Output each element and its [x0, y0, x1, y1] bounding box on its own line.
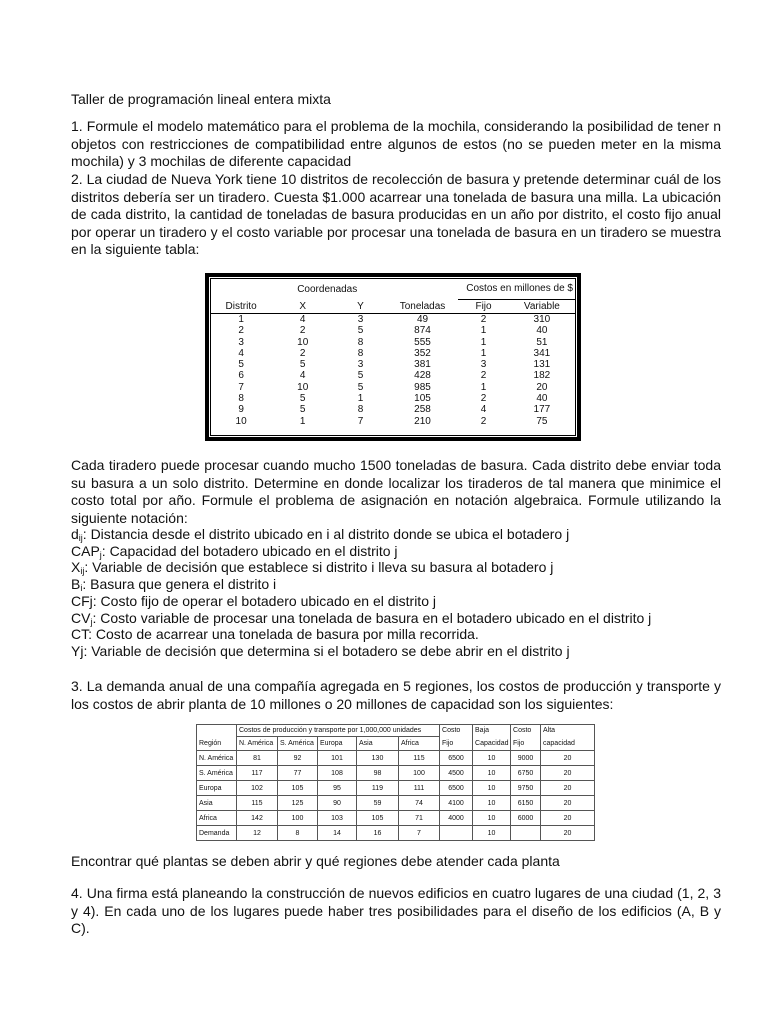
header-y: Y	[334, 300, 387, 314]
cell-baja-capacidad: 10	[473, 781, 511, 796]
cell-asia: 105	[357, 811, 399, 826]
cell-costo-fijo-1	[440, 826, 473, 841]
cell-distrito: 10	[235, 415, 247, 427]
cell-distrito: 5	[238, 359, 244, 371]
document-title: Taller de programación lineal entera mixta	[71, 91, 331, 107]
cell-europa: 95	[318, 781, 357, 796]
notation-symbol: B	[71, 576, 81, 593]
cell-variable: 51	[536, 336, 548, 348]
table-row	[197, 751, 595, 766]
cell-region: Europa	[197, 781, 237, 796]
table-row	[211, 337, 575, 348]
cell-toneladas: 381	[414, 359, 431, 371]
table-row	[211, 416, 575, 427]
header-variable: Variable	[509, 300, 575, 314]
cell-y: 1	[357, 393, 364, 405]
exercise-3-paragraph: 3. La demanda anual de una compañía agregada en 5 regiones, los costos de producción y transporte y los costos de abrir planta de 10 millones o 20 millones de capacidad son los siguientes:	[71, 678, 721, 712]
table-row	[197, 826, 595, 841]
cell-y: 5	[357, 325, 364, 337]
table-row	[197, 766, 595, 781]
table-row	[211, 359, 575, 370]
cell-region: N. América	[197, 751, 237, 766]
cell-alta-capacidad: 20	[541, 751, 595, 766]
table-row	[211, 348, 575, 359]
cell-distrito: 6	[238, 370, 244, 382]
table-row	[211, 370, 575, 381]
cell-variable: 177	[533, 404, 551, 416]
alta-capacidad-header: Alta	[541, 725, 595, 737]
cell-distrito: 1	[238, 314, 244, 325]
cell-asia: 98	[357, 766, 399, 781]
cell-africa: 100	[399, 766, 440, 781]
cell-europa: 14	[318, 826, 357, 841]
cell-baja-capacidad: 10	[473, 796, 511, 811]
cell-toneladas: 105	[414, 393, 431, 405]
cell-costo-fijo-1: 6500	[440, 781, 473, 796]
table-row	[211, 382, 575, 393]
cell-n-america: 117	[237, 766, 278, 781]
header-asia: Asia	[357, 737, 399, 751]
cell-asia: 130	[357, 751, 399, 766]
cell-s-america: 92	[278, 751, 318, 766]
cell-fijo: 4	[480, 404, 487, 416]
cell-fijo: 2	[480, 370, 487, 382]
notation-subscript: i	[80, 583, 83, 594]
notation-item	[71, 559, 651, 576]
cell-s-america: 125	[278, 796, 318, 811]
header-x: X	[271, 300, 334, 314]
notation-item	[71, 593, 651, 610]
cell-fijo: 2	[480, 393, 487, 405]
cell-asia: 119	[357, 781, 399, 796]
cell-x: 2	[299, 347, 306, 359]
cell-alta-capacidad: 20	[541, 766, 595, 781]
cell-europa: 103	[318, 811, 357, 826]
cell-toneladas: 985	[414, 381, 431, 393]
table-row	[197, 781, 595, 796]
cell-variable: 131	[533, 359, 551, 371]
notation-symbol: CV	[71, 609, 91, 626]
cell-baja-capacidad: 10	[473, 766, 511, 781]
cell-costo-fijo-1: 4100	[440, 796, 473, 811]
notation-item	[71, 526, 651, 543]
notation-item	[71, 626, 651, 643]
notation-item	[71, 543, 651, 560]
cell-costo-fijo-2: 6000	[511, 811, 541, 826]
cell-distrito: 4	[238, 347, 244, 359]
costo-fijo-1-header: Costo	[440, 725, 473, 737]
cell-asia: 59	[357, 796, 399, 811]
notation-subscript: j	[90, 616, 93, 627]
cell-x: 10	[297, 336, 309, 348]
cell-x: 5	[299, 393, 306, 405]
notation-description: : Variable de decisión que determina si el botadero se debe abrir en el distrito j	[83, 642, 570, 659]
cell-toneladas: 258	[414, 404, 431, 416]
header-s-america: S. América	[278, 737, 318, 751]
table-row	[211, 314, 575, 326]
districts-table	[205, 273, 581, 441]
notation-item	[71, 643, 651, 660]
cell-toneladas: 49	[416, 314, 429, 325]
cell-x: 5	[299, 359, 306, 371]
cell-europa: 101	[318, 751, 357, 766]
cell-region: Asia	[197, 796, 237, 811]
cell-y: 7	[357, 415, 364, 427]
cell-x: 10	[297, 381, 309, 393]
cell-variable: 75	[536, 415, 548, 427]
cell-toneladas: 210	[414, 415, 431, 427]
cell-n-america: 81	[237, 751, 278, 766]
cell-s-america: 100	[278, 811, 318, 826]
table-row	[197, 796, 595, 811]
notation-symbol: Yj	[71, 642, 84, 659]
cell-costo-fijo-1: 4500	[440, 766, 473, 781]
notation-description: : Costo variable de procesar una tonelada de basura en el botadero ubicado en el distrito j	[92, 609, 652, 626]
cell-europa: 108	[318, 766, 357, 781]
cell-x: 5	[299, 404, 306, 416]
table-row	[211, 393, 575, 404]
cell-africa: 115	[399, 751, 440, 766]
cell-variable: 182	[533, 370, 551, 382]
cell-africa: 71	[399, 811, 440, 826]
header-fijo: Fijo	[458, 300, 508, 314]
cell-toneladas: 428	[414, 370, 431, 382]
notation-subscript: ij	[80, 566, 85, 577]
cell-costo-fijo-2: 6150	[511, 796, 541, 811]
cell-y: 3	[357, 314, 364, 325]
cell-y: 8	[357, 336, 364, 348]
cell-variable: 40	[536, 393, 548, 405]
exercise-4-paragraph: 4. Una firma está planeando la construcción de nuevos edificios en cuatro lugares de una ciudad (1, 2, 3 y 4). En cada uno de los lugares puede haber tres posibilidades para el diseño de los edificios (A, B y C).	[71, 885, 721, 936]
cell-s-america: 8	[278, 826, 318, 841]
cell-baja-capacidad: 10	[473, 751, 511, 766]
costo-fijo-1-subheader: Fijo	[440, 737, 473, 751]
notation-description: : Variable de decisión que establece si distrito i lleva su basura al botadero j	[84, 559, 554, 576]
exercise-2-paragraph: 2. La ciudad de Nueva York tiene 10 distritos de recolección de basura y pretende determinar cuál de los distritos debería ser un tiradero. Cuesta $1.000 acarrear una tonelada de basura una milla. La ubicación de cada distrito, la cantidad de toneladas de basura producidas en un año por distrito, el costo fijo anual por operar un tiradero y el costo variable por procesar una tonelada de basura en un tiradero se muestra en la siguiente tabla:	[71, 171, 721, 257]
cell-y: 5	[357, 370, 364, 382]
notation-description: : Costo fijo de operar el botadero ubicado en el distrito j	[92, 592, 436, 609]
cell-costo-fijo-2: 9750	[511, 781, 541, 796]
cell-costo-fijo-2: 6750	[511, 766, 541, 781]
coordinates-group-header: Coordenadas	[297, 283, 358, 295]
cell-distrito: 7	[238, 381, 244, 393]
notation-description: : Basura que genera el distrito i	[82, 576, 277, 593]
table-row	[211, 325, 575, 336]
cell-fijo: 2	[480, 415, 487, 427]
cell-n-america: 12	[237, 826, 278, 841]
cell-costo-fijo-1: 4000	[440, 811, 473, 826]
cell-alta-capacidad: 20	[541, 811, 595, 826]
notation-subscript: j	[99, 549, 102, 560]
cell-x: 2	[299, 325, 306, 337]
header-africa: Africa	[399, 737, 440, 751]
notation-symbol: X	[71, 559, 81, 576]
cell-europa: 90	[318, 796, 357, 811]
notation-symbol: CAP	[71, 542, 100, 559]
cell-region: Demanda	[197, 826, 237, 841]
cell-fijo: 1	[480, 381, 487, 393]
notation-symbol: CFj	[71, 592, 93, 609]
cell-n-america: 102	[237, 781, 278, 796]
cell-toneladas: 555	[414, 336, 431, 348]
cell-variable: 40	[536, 325, 548, 337]
header-europa: Europa	[318, 737, 357, 751]
costo-fijo-2-subheader: Fijo	[511, 737, 541, 751]
cell-fijo: 2	[480, 314, 487, 325]
notation-item	[71, 576, 651, 593]
notation-list	[71, 526, 651, 660]
cell-toneladas: 352	[414, 347, 431, 359]
cell-variable: 310	[533, 314, 551, 325]
table-row	[197, 811, 595, 826]
cell-x: 4	[299, 314, 306, 325]
cell-variable: 341	[533, 347, 551, 359]
cell-costo-fijo-2	[511, 826, 541, 841]
cell-y: 5	[357, 381, 364, 393]
alta-capacidad-subheader: capacidad	[541, 737, 595, 751]
production-costs-group-header: Costos de producción y transporte por 1,000,000 unidades	[237, 725, 440, 737]
exercise-2-instructions: Cada tiradero puede procesar cuando mucho 1500 toneladas de basura. Cada distrito debe enviar toda su basura a un solo distrito. Determine en donde localizar los tiraderos de tal manera que minimice el costo total por año. Formule el problema de asignación en notación algebraica. Formule utilizando la siguiente notación:	[71, 457, 721, 526]
cell-costo-fijo-1: 6500	[440, 751, 473, 766]
cell-s-america: 77	[278, 766, 318, 781]
costs-group-header: Costos en millones de $	[458, 279, 575, 300]
cell-asia: 16	[357, 826, 399, 841]
cell-s-america: 105	[278, 781, 318, 796]
cell-distrito: 9	[238, 404, 244, 416]
cell-fijo: 3	[480, 359, 487, 371]
baja-capacidad-header: Baja	[473, 725, 511, 737]
cell-costo-fijo-2: 9000	[511, 751, 541, 766]
notation-item	[71, 610, 651, 627]
cell-toneladas: 874	[414, 325, 431, 337]
costo-fijo-2-header: Costo	[511, 725, 541, 737]
cell-region: S. América	[197, 766, 237, 781]
notation-subscript: ij	[78, 533, 83, 543]
cell-africa: 74	[399, 796, 440, 811]
exercise-1-paragraph: 1. Formule el modelo matemático para el problema de la mochila, considerando la posibilidad de tener n objetos con restricciones de compatibilidad entre algunos de estos (no se pueden meter en la misma mochila) y 3 mochilas de diferente capacidad	[71, 118, 721, 169]
exercise-3-question: Encontrar qué plantas se deben abrir y qué regiones debe atender cada planta	[71, 853, 560, 869]
notation-symbol: CT	[71, 626, 89, 643]
cell-x: 1	[299, 415, 306, 427]
notation-description: : Capacidad del botadero ubicado en el distrito j	[101, 542, 398, 559]
cell-y: 8	[357, 347, 364, 359]
cell-y: 3	[357, 359, 364, 371]
baja-capacidad-subheader: Capacidad	[473, 737, 511, 751]
cell-region: Africa	[197, 811, 237, 826]
cell-africa: 111	[399, 781, 440, 796]
cell-n-america: 115	[237, 796, 278, 811]
cell-alta-capacidad: 20	[541, 796, 595, 811]
notation-description: : Distancia desde el distrito ubicado en i al distrito donde se ubica el botadero j	[82, 526, 570, 542]
cell-baja-capacidad: 10	[473, 811, 511, 826]
cell-alta-capacidad: 20	[541, 781, 595, 796]
cell-fijo: 1	[480, 325, 487, 337]
cell-distrito: 8	[238, 393, 244, 405]
notation-description: : Costo de acarrear una tonelada de basura por milla recorrida.	[88, 626, 479, 643]
cell-distrito: 3	[238, 336, 244, 348]
cell-x: 4	[299, 370, 306, 382]
cell-fijo: 1	[480, 347, 487, 359]
cell-variable: 20	[536, 381, 548, 393]
cell-africa: 7	[399, 826, 440, 841]
cell-alta-capacidad: 20	[541, 826, 595, 841]
cell-fijo: 1	[480, 336, 487, 348]
header-n-america: N. América	[237, 737, 278, 751]
header-region: Región	[197, 737, 237, 751]
regions-cost-table	[196, 724, 595, 841]
cell-distrito: 2	[238, 325, 244, 337]
table-row	[211, 404, 575, 415]
cell-n-america: 142	[237, 811, 278, 826]
header-toneladas: Toneladas	[387, 300, 459, 314]
cell-y: 8	[357, 404, 364, 416]
cell-baja-capacidad: 10	[473, 826, 511, 841]
header-distrito: Distrito	[211, 300, 271, 314]
notation-symbol: d	[71, 526, 79, 542]
